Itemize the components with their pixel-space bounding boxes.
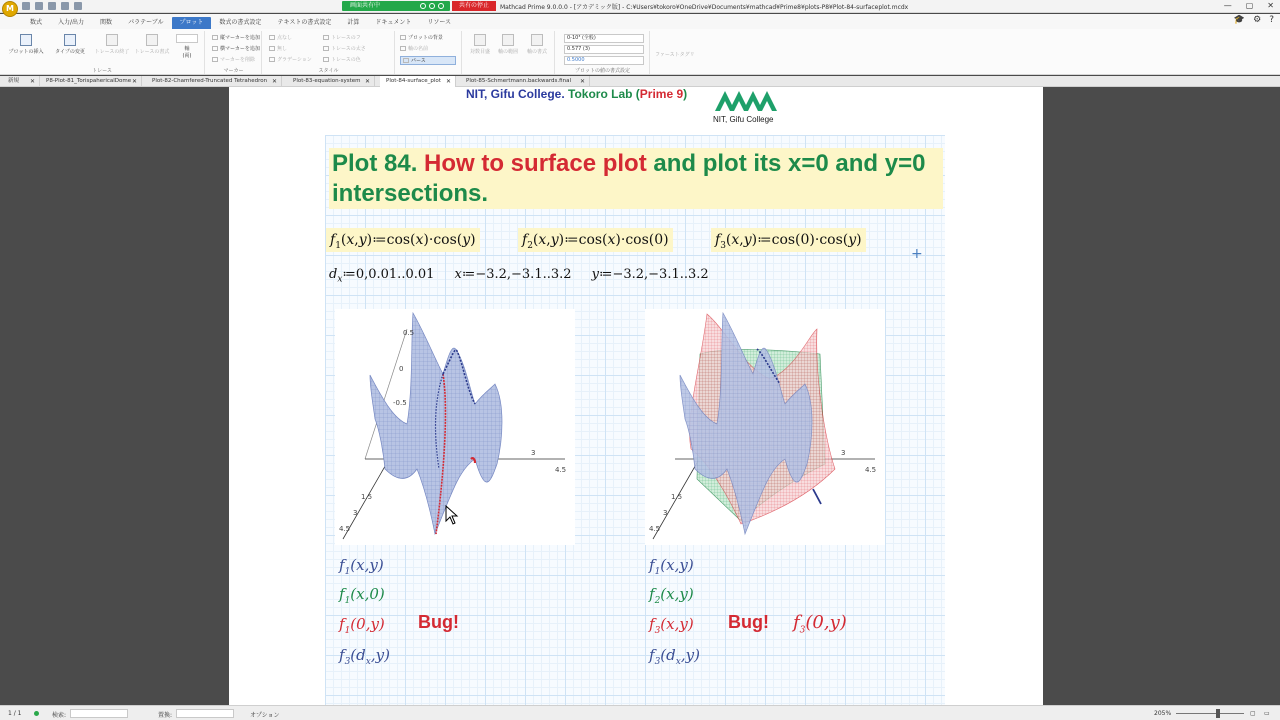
y-tick-3: 3 <box>663 509 668 517</box>
college-name: NIT, Gifu College. <box>466 87 565 101</box>
symbol-style-label: 点なし <box>277 35 293 41</box>
axis-range-icon <box>502 34 514 46</box>
axis-names[interactable] <box>400 45 428 52</box>
delete-marker-label: マーカーを削除 <box>220 57 255 63</box>
axis-format-group <box>463 31 555 74</box>
axis-names-icon <box>400 46 406 51</box>
close-tab-icon[interactable]: ✕ <box>29 78 35 85</box>
screen-share-indicator <box>342 1 450 11</box>
fit-width-icon[interactable]: ▭ <box>1264 710 1270 717</box>
trace-group <box>0 31 205 74</box>
surface-plot-right[interactable] <box>645 309 885 545</box>
window-title: Mathcad Prime 9.0.0.0 - [アカデミック版] - C:¥Users¥tokoro¥OneDrive¥Documents¥mathcad¥Prime8¥plots-P8¥Plot-84-surfaceplot.mcdx <box>500 4 909 11</box>
page-indicator: 1 / 1 <box>8 710 22 717</box>
tab-plots[interactable]: プロット <box>172 17 212 29</box>
change-type-label: タイプの変更 <box>55 49 85 55</box>
left-trace-label-2[interactable]: $f_1(x,0)$ <box>339 585 385 606</box>
axis-format-label: 軸の書式 <box>526 49 547 55</box>
share-settings-icon[interactable] <box>429 3 435 9</box>
options-button[interactable]: オプション <box>250 712 280 719</box>
doc-tab-label: Plot-84-surface_plot <box>386 78 441 84</box>
trace-end-label: トレースの終了 <box>94 49 130 55</box>
add-horizontal-marker-label: 横マーカーを追加 <box>220 46 260 52</box>
doc-tab-label: P8-Plot-81_TorispahericalDome <box>46 78 132 84</box>
y-tick-45: 4.5 <box>649 525 661 533</box>
perspective-icon <box>403 58 409 63</box>
right-trace-label-1[interactable]: $f_1(x,y)$ <box>649 556 694 577</box>
y-tick-3: 3 <box>353 509 358 517</box>
open-icon[interactable] <box>35 2 43 10</box>
title-rest: and plot its x=0 and y=0 intersections. <box>332 150 926 207</box>
color-scale[interactable] <box>269 56 312 63</box>
doc-tab-new[interactable] <box>2 76 40 87</box>
line-style-label: 無し <box>277 46 288 52</box>
vertical-marker-icon <box>212 35 218 40</box>
add-vertical-marker[interactable] <box>212 34 260 41</box>
plot-background-label: プロットの背景 <box>408 35 443 41</box>
fit-page-icon[interactable]: ▢ <box>1250 710 1256 717</box>
x-tick-45: 4.5 <box>865 466 877 474</box>
help-icon[interactable]: ? <box>1269 15 1274 25</box>
trace-color-label: トレースの色 <box>331 57 361 63</box>
math-region-x-range[interactable]: x≔−3.2,−3.1..3.2 <box>454 267 572 282</box>
paren-open: ( <box>635 87 640 101</box>
trace-weight-label: トレースの太さ <box>331 46 366 52</box>
title-highlight: How to surface plot <box>424 150 647 177</box>
insert-plot-button[interactable] <box>6 34 46 55</box>
save-icon[interactable] <box>48 2 56 10</box>
nit-logo-caption: NIT, Gifu College <box>713 115 774 124</box>
line-style-icon <box>269 46 275 51</box>
redo-icon[interactable] <box>74 2 82 10</box>
left-trace-label-4[interactable]: $f_3(d_x,y)$ <box>339 646 390 667</box>
trace-fill-label: トレースのフ <box>331 35 361 41</box>
axis-range-button[interactable] <box>495 34 521 55</box>
add-vertical-marker-label: 縦マーカーを追加 <box>220 35 260 41</box>
search-input[interactable] <box>70 709 128 718</box>
tab-functions[interactable]: 関数 <box>100 19 113 26</box>
trace-group-label: トレース <box>92 68 112 74</box>
trace-fill[interactable] <box>323 34 361 41</box>
zoom-slider[interactable] <box>1176 713 1244 714</box>
title-region[interactable] <box>329 148 943 209</box>
log-scale-icon <box>474 34 486 46</box>
tab-calculation[interactable]: 計算 <box>347 19 360 26</box>
axis-format-icon <box>531 34 543 46</box>
delete-marker-icon <box>212 57 218 62</box>
axis-names-label: 軸の名前 <box>408 46 429 52</box>
lab-name: Tokoro Lab <box>564 87 636 101</box>
stop-sharing-button[interactable]: 共有の停止 <box>452 1 496 11</box>
z-tick-neg05: -0.5 <box>393 399 407 407</box>
tab-math-formatting[interactable]: 数式の書式設定 <box>219 19 262 26</box>
trace-weight-icon <box>323 46 329 51</box>
color-scale-icon <box>269 57 275 62</box>
insert-plot-label: プロットの挿入 <box>8 49 44 55</box>
y-tick-45: 4.5 <box>339 525 351 533</box>
close-tab-icon[interactable]: ✕ <box>131 78 137 85</box>
trace-color[interactable] <box>323 56 361 63</box>
symbol-style[interactable] <box>269 34 292 41</box>
color-scale-label: グラデーション <box>277 57 312 63</box>
ribbon-tabs <box>0 14 1280 29</box>
trace-weight[interactable] <box>323 45 366 52</box>
new-icon[interactable] <box>22 2 30 10</box>
prime-version: Prime 9 <box>639 87 684 101</box>
calc-status-icon <box>34 711 39 716</box>
trace-format-icon <box>146 34 158 46</box>
tab-math[interactable]: 数式 <box>30 19 43 26</box>
quick-access-toolbar <box>22 2 82 10</box>
log-scale-label: 対数目盛 <box>469 49 490 55</box>
surface-plot-right-canvas <box>645 309 885 545</box>
pause-share-icon[interactable] <box>420 3 426 9</box>
log-scale-button[interactable] <box>467 34 493 55</box>
trace-fill-icon <box>323 35 329 40</box>
perspective-label: パース <box>411 58 426 64</box>
value-format-group <box>556 31 650 74</box>
doc-tab-label: Plot-83-equation-system <box>293 78 361 84</box>
minimize-button[interactable]: — <box>1223 1 1232 10</box>
style-group <box>263 31 395 74</box>
insert-plot-icon <box>20 34 32 46</box>
symbol-style-icon <box>269 35 275 40</box>
right-bug-note: Bug! <box>728 612 769 632</box>
x-tick-45: 4.5 <box>555 466 567 474</box>
doc-tab-plot-85[interactable] <box>460 76 590 87</box>
close-tab-icon[interactable]: ✕ <box>271 78 277 85</box>
left-bug-note: Bug! <box>418 612 459 632</box>
app-logo-icon[interactable]: M <box>2 1 18 17</box>
left-trace-label-1[interactable]: $f_1(x,y)$ <box>339 556 384 577</box>
doc-tab-label: 新規 <box>8 78 20 84</box>
delete-marker[interactable] <box>212 56 255 63</box>
axis-select[interactable] <box>176 34 198 43</box>
change-type-icon <box>64 34 76 46</box>
x-tick-3: 3 <box>531 449 536 457</box>
tab-text-formatting[interactable]: テキストの書式設定 <box>277 19 332 26</box>
marker-group-label: マーカー <box>223 68 244 74</box>
background-group <box>396 31 462 74</box>
math-region-f3[interactable]: $f_3(x,y)≔\cos(0)\cdot\cos(y)$ <box>711 228 866 252</box>
academic-cap-icon[interactable]: 🎓 <box>1233 15 1246 25</box>
worksheet-page[interactable] <box>229 87 1043 705</box>
style-group-label: スタイル <box>318 68 339 74</box>
status-bar <box>0 705 1280 720</box>
add-horizontal-marker[interactable] <box>212 45 260 52</box>
paren-close: ) <box>683 87 688 101</box>
y-tick-15: 1.5 <box>671 493 683 501</box>
tab-resources[interactable]: リソース <box>427 19 452 26</box>
lab-header <box>466 87 687 101</box>
close-button[interactable]: ✕ <box>1267 1 1274 10</box>
z-tick-0: 0 <box>399 365 404 373</box>
z-tick-05: 0.5 <box>403 329 415 337</box>
plot-background-icon <box>400 35 406 40</box>
settings-icon[interactable]: ⚙ <box>1253 15 1262 25</box>
y-tick-15: 1.5 <box>361 493 373 501</box>
number-format-select[interactable]: 0-10³ (全般) <box>564 34 644 43</box>
axis-button[interactable] <box>174 34 200 59</box>
zoom-level: 205% <box>1154 710 1172 717</box>
range-definitions <box>329 267 725 285</box>
title-bar <box>0 0 1280 13</box>
close-tab-icon[interactable]: ✕ <box>579 78 585 85</box>
doc-tab-plot-83[interactable] <box>287 76 375 87</box>
document-tabs <box>0 76 1280 87</box>
marker-group <box>206 31 262 74</box>
layout-button[interactable]: ファーストタグリ <box>655 52 695 58</box>
perspective-toggle[interactable] <box>400 56 456 65</box>
doc-tab-label: Plot-82-Chamfered-Truncated Tetrahedron <box>152 78 268 84</box>
trace-color-icon <box>323 57 329 62</box>
math-region-f1[interactable]: $f_1(x,y)≔\cos(x)\cdot\cos(y)$ <box>326 228 480 252</box>
precision-select[interactable]: 0.577 (3) <box>564 45 644 54</box>
close-tab-icon[interactable]: ✕ <box>445 78 451 85</box>
screen-share-label: 画面共有中 <box>350 2 381 9</box>
worksheet-area[interactable] <box>0 87 1280 705</box>
math-region-y-range[interactable]: y≔−3.2,−3.1..3.2 <box>591 267 709 282</box>
right-trace-label-4[interactable]: $f_3(d_x,y)$ <box>649 646 700 667</box>
trace-end-button[interactable] <box>92 34 132 55</box>
right-trace-label-2[interactable]: $f_2(x,y)$ <box>649 585 694 606</box>
trace-format-label: トレースの書式 <box>134 49 170 55</box>
replace-input[interactable] <box>176 709 234 718</box>
axis-sub-label: (両) <box>182 53 192 59</box>
doc-tab-plot-84[interactable] <box>380 76 456 87</box>
math-region-f2[interactable]: $f_2(x,y)≔\cos(x)\cdot\cos(0)$ <box>518 228 673 252</box>
change-type-button[interactable] <box>52 34 88 55</box>
undo-icon[interactable] <box>61 2 69 10</box>
value-preview: 0.5000 <box>564 56 644 65</box>
ribbon <box>0 29 1280 75</box>
tab-matrices-tables[interactable]: パラテーブル <box>128 19 164 26</box>
replace-label: 置換: <box>158 712 173 719</box>
title-plot-number: Plot 84. <box>332 150 425 177</box>
trace-format-button[interactable] <box>132 34 172 55</box>
share-view-icon[interactable] <box>438 3 444 9</box>
doc-tab-plot-81[interactable] <box>40 76 142 87</box>
insertion-crosshair-icon: + <box>911 246 923 262</box>
close-tab-icon[interactable]: ✕ <box>364 78 370 85</box>
value-format-group-label: プロットの値の書式設定 <box>575 68 630 74</box>
left-trace-label-3[interactable]: $f_1(0,y)$ <box>339 615 385 636</box>
mouse-pointer-icon <box>445 505 459 525</box>
line-style[interactable] <box>269 45 287 52</box>
tab-input-output[interactable]: 入力/出力 <box>58 19 85 26</box>
doc-tab-label: Plot-85-Schmertmann.backwards.final <box>466 78 571 84</box>
zoom-slider-thumb[interactable] <box>1216 709 1220 718</box>
tab-document[interactable]: ドキュメント <box>375 19 412 26</box>
horizontal-marker-icon <box>212 46 218 51</box>
x-tick-3: 3 <box>841 449 846 457</box>
maximize-button[interactable]: ▢ <box>1245 1 1254 10</box>
axis-range-label: 軸の範囲 <box>497 49 518 55</box>
math-region-dx[interactable]: $d_x≔0,0.01..0.01$ <box>329 267 435 285</box>
axis-format-button[interactable] <box>523 34 551 55</box>
plot-background[interactable] <box>400 34 443 41</box>
right-extra-trace-label[interactable]: $f_3(0,y)$ <box>793 612 847 636</box>
layout-group <box>651 31 707 74</box>
trace-end-icon <box>106 34 118 46</box>
right-trace-label-3[interactable]: $f_3(x,y)$ <box>649 615 694 636</box>
axis-label: 軸 <box>184 46 190 52</box>
search-label: 検索: <box>52 712 67 719</box>
doc-tab-plot-82[interactable] <box>146 76 282 87</box>
